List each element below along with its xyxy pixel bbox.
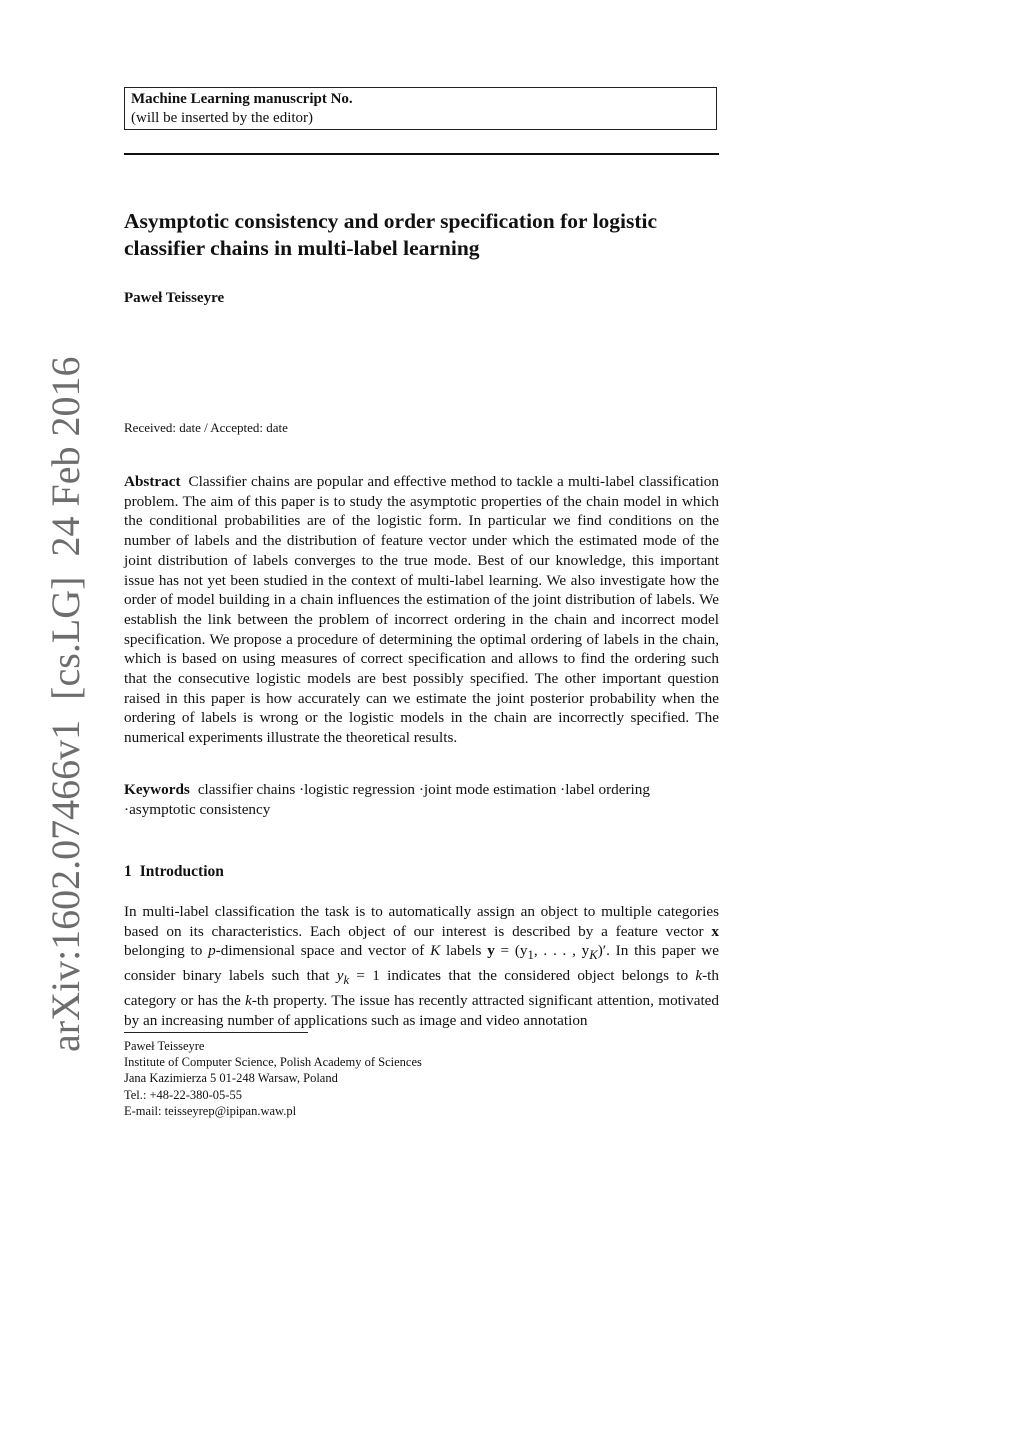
author-footnote xyxy=(124,1038,422,1119)
keywords xyxy=(124,780,719,819)
header-rule xyxy=(124,153,719,155)
keyword: · asymptotic consistency xyxy=(124,801,270,818)
author-name: Paweł Teisseyre xyxy=(124,290,225,306)
arxiv-side-stamp xyxy=(42,357,89,1052)
section-heading xyxy=(124,863,224,881)
keyword: classifier chains xyxy=(197,781,296,798)
footnote-address: Jana Kazimierza 5 01-248 Warsaw, Poland xyxy=(124,1071,338,1086)
received-date: Received: date / Accepted: date xyxy=(124,420,288,435)
editor-note: (will be inserted by the editor) xyxy=(131,110,314,126)
footnote-name: Paweł Teisseyre xyxy=(124,1039,205,1053)
footnote-institute: Institute of Computer Science, Polish Academy of Sciences xyxy=(124,1055,422,1070)
abstract-label: Abstract xyxy=(124,473,181,490)
manuscript-number: Machine Learning manuscript No. xyxy=(131,91,353,107)
footnote-rule xyxy=(124,1032,308,1033)
section-number: 1 xyxy=(124,863,132,880)
arxiv-id: arXiv:1602.07466v1 xyxy=(43,719,88,1052)
footnote-email: E-mail: teisseyrep@ipipan.waw.pl xyxy=(124,1103,297,1118)
abstract-text: Classifier chains are popular and effective method to tackle a multi-label classification problem. The aim of this paper is to study the asymptotic properties of the chain model in which the conditional probabilities are of the logistic form. In particular we find conditions on the number of labels and the distribution of feature vector under which the estimated mode of the joint distribution of labels converges to the true mode. Best of our knowledge, this important issue has not yet been studied in the context of multi-label learning. We also investigate how the order of model building in a chain influences the estimation of the joint distribution of labels. We establish the link between the problem of incorrect ordering in the chain and incorrect model specification. We propose a procedure of determining the optimal ordering of labels in the chain, which is based on using measures of correct specification and allows to find the ordering such that the consecutive logistic models are best possibly specified. The other important question raised in this paper is how accurately can we estimate the joint posterior probability when the ordering of labels is wrong or the logistic models in the chain are incorrectly specified. The numerical experiments illustrate the theoretical results. xyxy=(124,473,719,747)
footnote-tel: Tel.: +48-22-380-05-55 xyxy=(124,1087,242,1102)
section-title: Introduction xyxy=(139,863,224,880)
keywords-label: Keywords xyxy=(124,781,190,798)
manuscript-box xyxy=(124,87,717,130)
keyword: · logistic regression xyxy=(295,781,415,798)
keyword: · label ordering xyxy=(556,781,650,798)
arxiv-date: 24 Feb 2016 xyxy=(43,356,88,557)
abstract xyxy=(124,472,719,748)
arxiv-category: [cs.LG] xyxy=(43,576,88,700)
introduction-paragraph: In multi-label classification the task is to automatically assign an object to multiple categories based on its characteristics. Each object of our interest is described by a feature vector x belonging to p-dimensional space and vector of K labels $y = (y_1$, . . . , $y_K)'$. In this paper we consider binary labels such that $y_k = 1$ indicates that the considered object belongs to k-th category or has the k-th property. The issue has recently attracted significant attention, motivated by an increasing number of applications such as image and video annotation xyxy=(124,903,719,1029)
paper-title: Asymptotic consistency and order specification for logistic classifier chains in multi-label learning xyxy=(124,209,658,260)
keyword: · joint mode estimation xyxy=(415,781,556,798)
